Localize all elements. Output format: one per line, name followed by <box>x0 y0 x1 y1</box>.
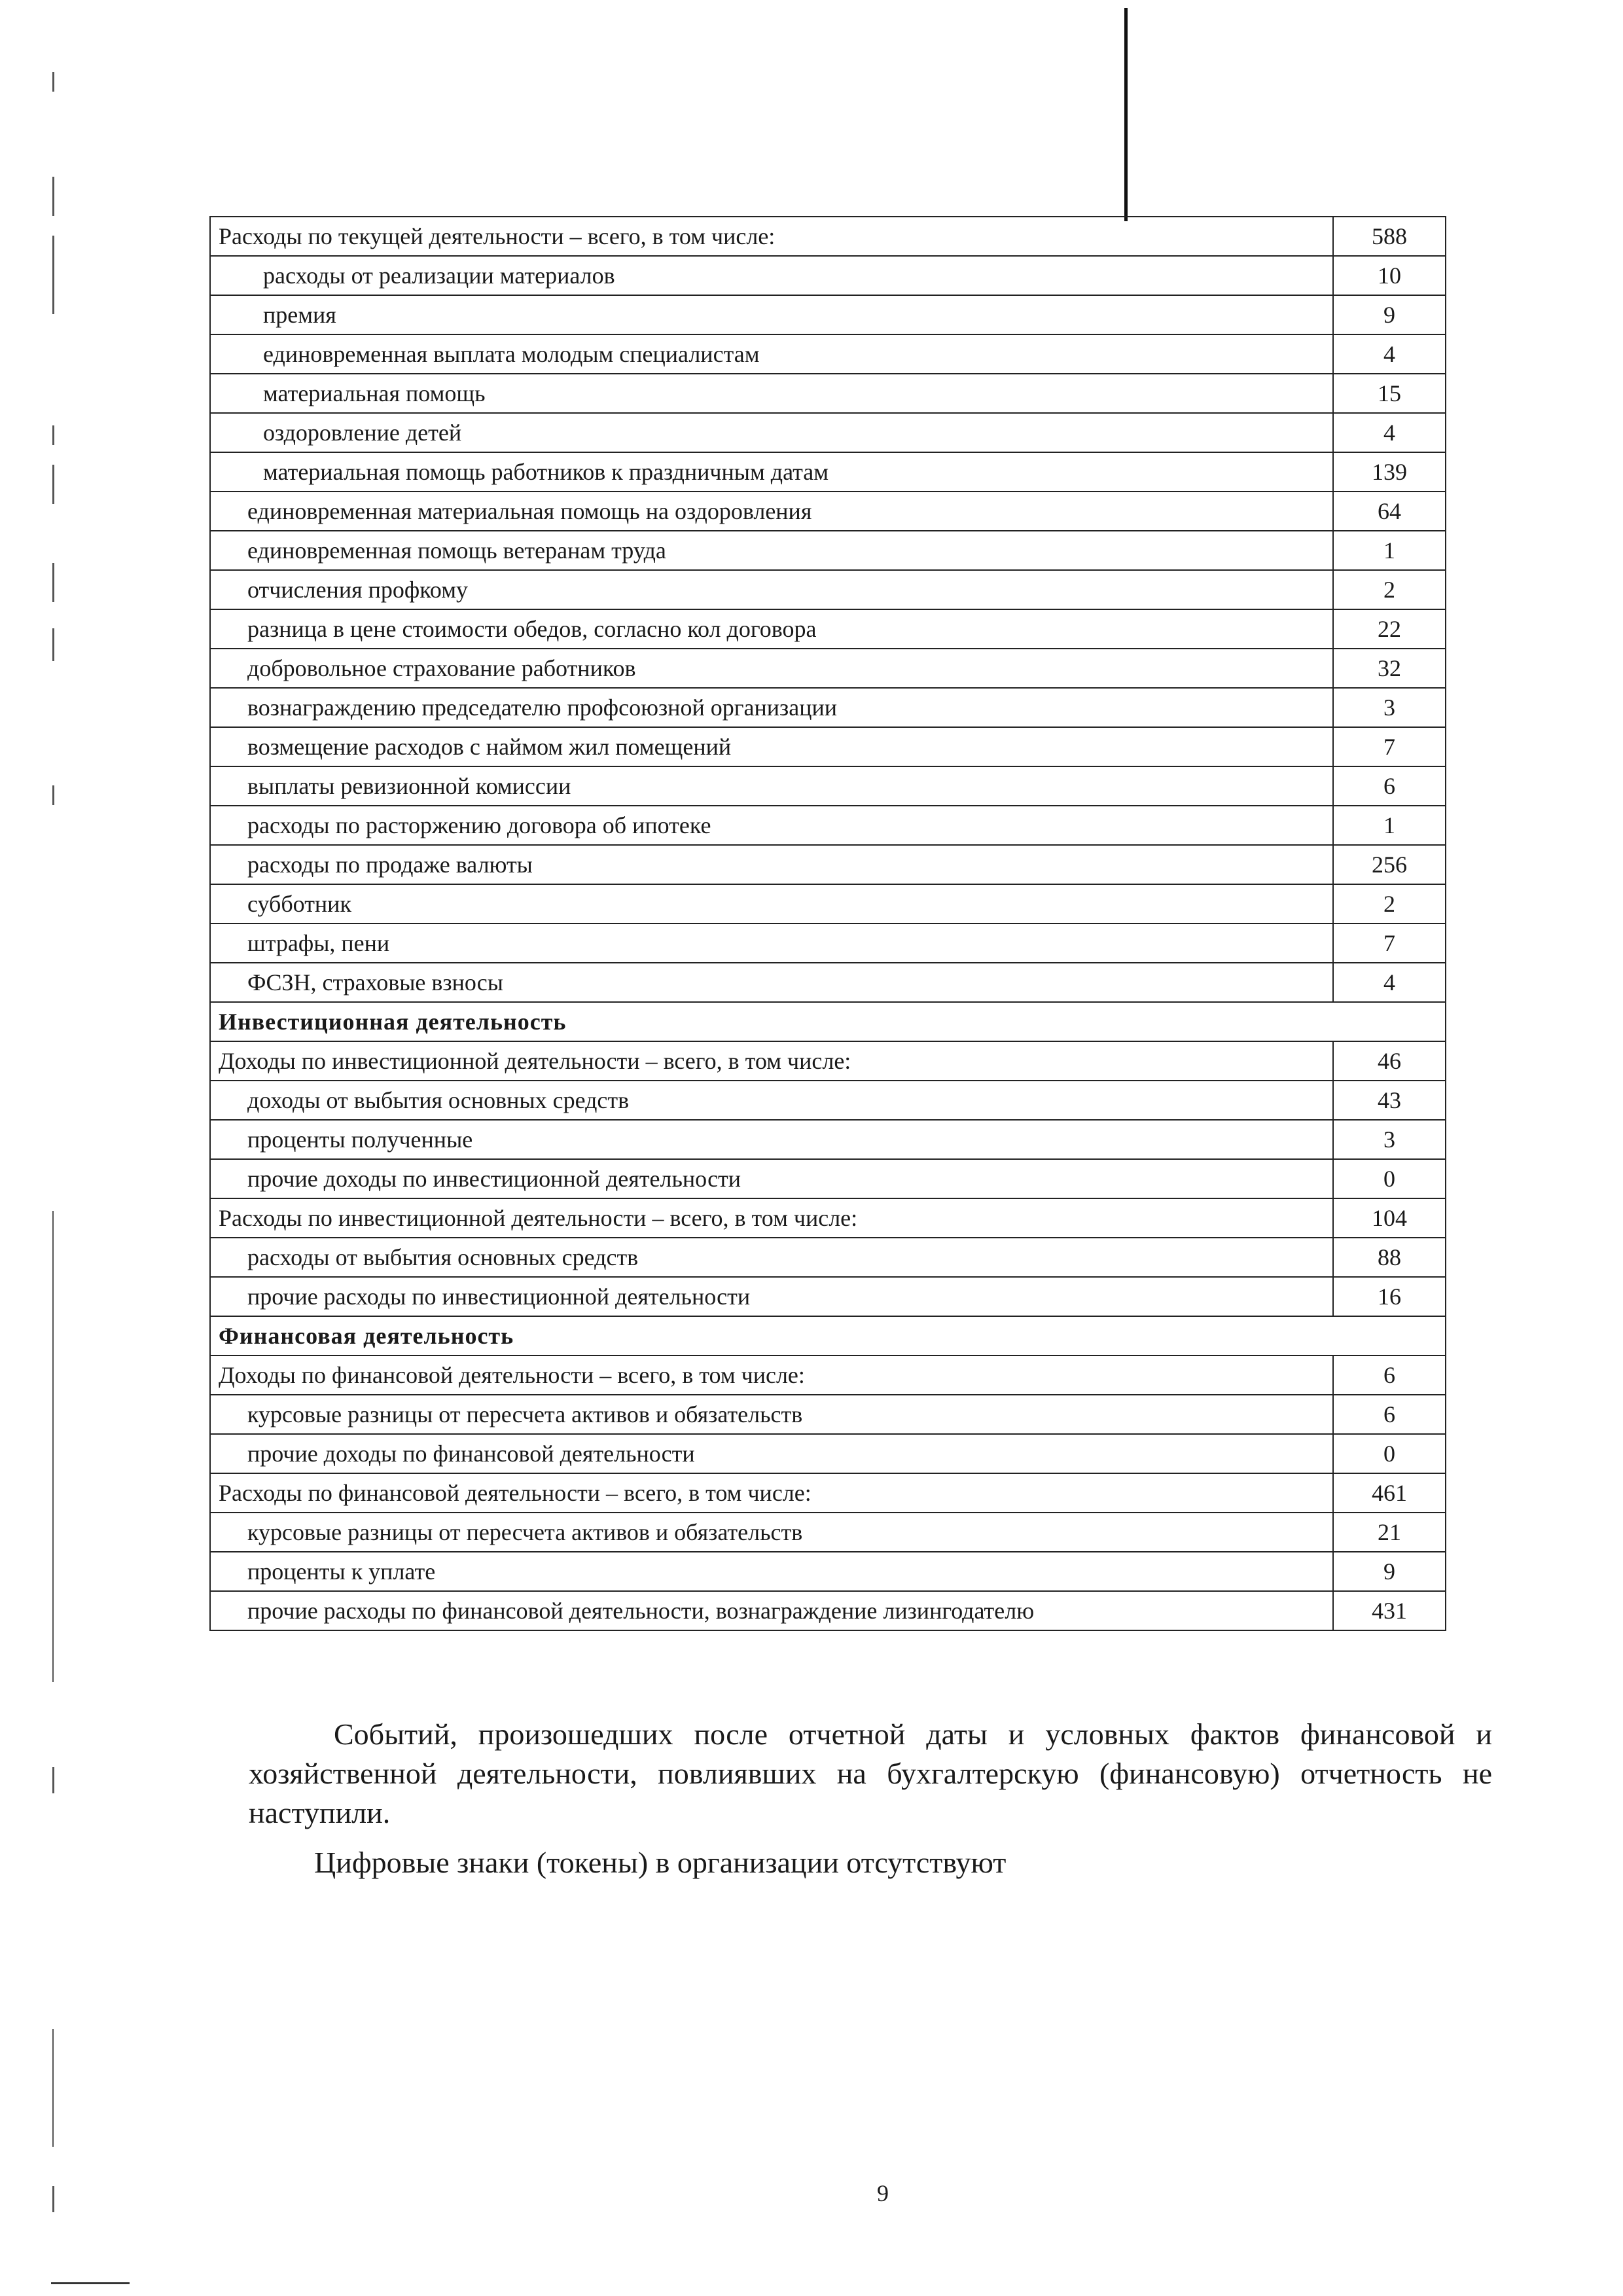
row-value: 16 <box>1333 1277 1446 1316</box>
row-value: 22 <box>1333 609 1446 649</box>
row-label: Доходы по инвестиционной деятельности – всего, в том числе: <box>210 1041 1333 1081</box>
section-title: Инвестиционная деятельность <box>210 1002 1446 1041</box>
row-value: 21 <box>1333 1513 1446 1552</box>
row-label: субботник <box>210 884 1333 924</box>
table-row <box>210 1513 1446 1552</box>
row-value: 4 <box>1333 413 1446 452</box>
row-label: прочие доходы по инвестиционной деятельности <box>210 1159 1333 1198</box>
row-label: разница в цене стоимости обедов, согласно кол договора <box>210 609 1333 649</box>
row-label: добровольное страхование работников <box>210 649 1333 688</box>
page-number: 9 <box>877 2180 889 2206</box>
row-label: штрафы, пени <box>210 924 1333 963</box>
row-value: 461 <box>1333 1473 1446 1513</box>
scan-artifact-rule <box>51 2282 130 2284</box>
table-row <box>210 1473 1446 1513</box>
row-label: единовременная помощь ветеранам труда <box>210 531 1333 570</box>
row-label: проценты полученные <box>210 1120 1333 1159</box>
table-row <box>210 217 1446 256</box>
row-label: отчисления профкому <box>210 570 1333 609</box>
row-value: 588 <box>1333 217 1446 256</box>
table-row <box>210 452 1446 492</box>
row-label: расходы от реализации материалов <box>210 256 1333 295</box>
row-label: Расходы по инвестиционной деятельности – всего, в том числе: <box>210 1198 1333 1238</box>
row-label: проценты к уплате <box>210 1552 1333 1591</box>
row-label: доходы от выбытия основных средств <box>210 1081 1333 1120</box>
row-value: 104 <box>1333 1198 1446 1238</box>
row-label: вознаграждению председателю профсоюзной организации <box>210 688 1333 727</box>
section-title: Финансовая деятельность <box>210 1316 1446 1355</box>
row-label: курсовые разницы от пересчета активов и обязательств <box>210 1513 1333 1552</box>
table-row <box>210 1355 1446 1395</box>
notes-section <box>249 1715 1492 1882</box>
row-value: 9 <box>1333 295 1446 334</box>
row-label: расходы по продаже валюты <box>210 845 1333 884</box>
table-row <box>210 1159 1446 1198</box>
row-value: 9 <box>1333 1552 1446 1591</box>
table-row <box>210 1552 1446 1591</box>
row-value: 0 <box>1333 1434 1446 1473</box>
row-label: оздоровление детей <box>210 413 1333 452</box>
row-label: Доходы по финансовой деятельности – всего, в том числе: <box>210 1355 1333 1395</box>
table-row <box>210 609 1446 649</box>
table-row <box>210 374 1446 413</box>
table-row <box>210 1434 1446 1473</box>
row-value: 3 <box>1333 688 1446 727</box>
row-label: курсовые разницы от пересчета активов и обязательств <box>210 1395 1333 1434</box>
row-label: расходы по расторжению договора об ипотеке <box>210 806 1333 845</box>
row-value: 4 <box>1333 334 1446 374</box>
table-row <box>210 924 1446 963</box>
row-value: 139 <box>1333 452 1446 492</box>
table-row <box>210 1198 1446 1238</box>
financial-table <box>209 216 1446 1631</box>
row-value: 0 <box>1333 1159 1446 1198</box>
scan-artifact-line <box>1124 8 1128 221</box>
table-row <box>210 413 1446 452</box>
row-value: 10 <box>1333 256 1446 295</box>
row-value: 431 <box>1333 1591 1446 1630</box>
row-value: 88 <box>1333 1238 1446 1277</box>
table-row <box>210 492 1446 531</box>
table-row <box>210 1238 1446 1277</box>
table-row <box>210 845 1446 884</box>
report-table <box>209 216 1446 1631</box>
row-label: ФСЗН, страховые взносы <box>210 963 1333 1002</box>
section-header-investment <box>210 1002 1446 1041</box>
row-value: 256 <box>1333 845 1446 884</box>
row-label: единовременная материальная помощь на оздоровления <box>210 492 1333 531</box>
row-value: 46 <box>1333 1041 1446 1081</box>
row-label: единовременная выплата молодым специалистам <box>210 334 1333 374</box>
table-row <box>210 806 1446 845</box>
row-value: 2 <box>1333 570 1446 609</box>
margin-scan-marks <box>47 65 60 2225</box>
table-row <box>210 334 1446 374</box>
table-row <box>210 1591 1446 1630</box>
table-row <box>210 766 1446 806</box>
table-row <box>210 727 1446 766</box>
events-paragraph: Событий, произошедших после отчетной даты и условных фактов финансовой и хозяйственной деятельности, повлиявших на бухгалтерскую (финансовую) отчетность не наступили. <box>249 1717 1492 1829</box>
row-value: 2 <box>1333 884 1446 924</box>
row-value: 6 <box>1333 1395 1446 1434</box>
row-value: 43 <box>1333 1081 1446 1120</box>
row-label: материальная помощь работников к праздничным датам <box>210 452 1333 492</box>
row-value: 7 <box>1333 924 1446 963</box>
row-value: 6 <box>1333 766 1446 806</box>
table-row <box>210 688 1446 727</box>
row-label: премия <box>210 295 1333 334</box>
row-label: прочие расходы по финансовой деятельности, вознаграждение лизингодателю <box>210 1591 1333 1630</box>
table-row <box>210 1041 1446 1081</box>
row-value: 1 <box>1333 531 1446 570</box>
table-row <box>210 570 1446 609</box>
table-row <box>210 1277 1446 1316</box>
table-row <box>210 531 1446 570</box>
row-label: прочие расходы по инвестиционной деятельности <box>210 1277 1333 1316</box>
section-header-financial <box>210 1316 1446 1355</box>
table-row <box>210 295 1446 334</box>
row-label: Расходы по финансовой деятельности – всего, в том числе: <box>210 1473 1333 1513</box>
row-label: расходы от выбытия основных средств <box>210 1238 1333 1277</box>
row-value: 32 <box>1333 649 1446 688</box>
row-label: возмещение расходов с наймом жил помещений <box>210 727 1333 766</box>
table-row <box>210 649 1446 688</box>
row-value: 3 <box>1333 1120 1446 1159</box>
row-value: 6 <box>1333 1355 1446 1395</box>
row-value: 15 <box>1333 374 1446 413</box>
table-row <box>210 256 1446 295</box>
row-value: 64 <box>1333 492 1446 531</box>
tokens-paragraph: Цифровые знаки (токены) в организации отсутствуют <box>314 1846 1007 1879</box>
table-row <box>210 1120 1446 1159</box>
row-label: выплаты ревизионной комиссии <box>210 766 1333 806</box>
row-label: материальная помощь <box>210 374 1333 413</box>
row-label: Расходы по текущей деятельности – всего, в том числе: <box>210 217 1333 256</box>
table-row <box>210 1081 1446 1120</box>
row-value: 4 <box>1333 963 1446 1002</box>
row-value: 7 <box>1333 727 1446 766</box>
table-row <box>210 884 1446 924</box>
row-label: прочие доходы по финансовой деятельности <box>210 1434 1333 1473</box>
row-value: 1 <box>1333 806 1446 845</box>
table-row <box>210 1395 1446 1434</box>
table-row <box>210 963 1446 1002</box>
